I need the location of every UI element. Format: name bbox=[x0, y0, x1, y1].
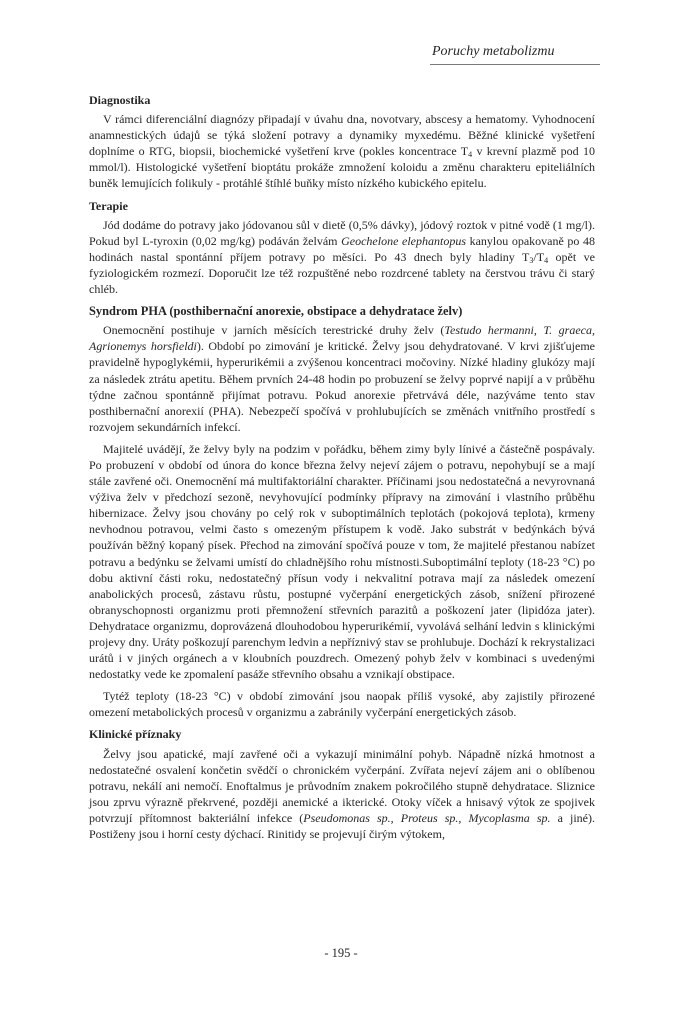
subscript: 4 bbox=[468, 150, 473, 160]
text: /T bbox=[533, 249, 545, 264]
page-body bbox=[89, 90, 595, 848]
species-name: Geochelone elephantopus bbox=[341, 233, 466, 248]
header-rule bbox=[430, 64, 600, 65]
subscript: 3 bbox=[529, 255, 534, 265]
paragraph-klinicke bbox=[89, 746, 595, 843]
paragraph-syndrom-2: Majitelé uvádějí, že želvy byly na podzim v pořádku, během zimy byly línivé a částečně pospávaly. Po probuzení v období od února do konce března želvy nejeví zájem o potravu, nepohybují se a mají stále zavřené oči. Onemocnění má multifaktoriální charakter. Příčinami jsou nedostatečná a nevyrovnaná výživa želv v předchozí sezoně, nevyhovující podmínky přípravy na zimování i vlastního průběhu hibernizace. Želvy jsou chovány po celý rok v suboptimálních teplotách (pokojová teplota), krmeny nevhodnou potravou, velmi často s omezeným přístupem k vodě. Jako substrát v bedýnkách bývá používán běžný kopaný písek. Přechod na zimování spočívá pouze v tom, že majitelé přestanou nabízet potravu a bedýnku se želvami umístí do chladnějšího rohu místnosti.Suboptimální teploty (18-23 °C) po dobu aktivní části roku, nedostatečný přísun vody i nekvalitní potrava mají za následek omezení anabolických procesů, zástavu růstu, postupné vyčerpání energetických zásob, snížení přirozené obranyschopnosti organizmu proti přemnožení střevních parazitů a poškození jater (lipidóza jater). Dehydratace organizmu, doprovázená dlouhodobou hyperurikémií, vyvolává selhání ledvin s klinickými projevy dny. Uráty poškozují parenchym ledvin a nepříznivý stav se prohlubuje. Dochází k rekrystalizaci urátů i v jiných orgánech a v kloubních pouzdrech. Omezený pohyb želv v kombinaci s uvedenými nedostatky vede ke zpomalení pasáže střevního obsahu a vznikají obstipace. bbox=[89, 441, 595, 682]
paragraph-diagnostika bbox=[89, 111, 595, 191]
running-head: Poruchy metabolizmu bbox=[432, 44, 555, 59]
text: v krevní plazmě pod 10 mmol/l). Histologické vyšetření bioptátu prokáže zmnožení koloidu a změnu charakteru epiteliálních buněk lemujících folikuly - protáhlé štíhlé buňky místo nízkého kubického epitelu. bbox=[89, 144, 595, 191]
paragraph-syndrom-3: Tytéž teploty (18-23 °C) v období zimování jsou naopak příliš vysoké, aby zajistily přirozené omezení metabolických procesů v organizmu a zabránily vyčerpání energetických zásob. bbox=[89, 689, 595, 720]
heading-syndrom-pha: Syndrom PHA (posthibernační anorexie, obstipace a dehydratace želv) bbox=[89, 304, 463, 319]
text: opět ve fyziologickém rozmezí. Doporučit lze též rozpuštěné nebo rozdrcené tablety na čerstvou trávu či starý chléb. bbox=[89, 249, 595, 297]
text: a jiné). Postiženy jsou i horní cesty dýchací. Rinitidy se projevují čirým výtokem, bbox=[89, 810, 595, 842]
text: ). Období po zimování je kritické. Želvy jsou dehydratované. V krvi zjišťujeme pravidelně hypoglykémii, hyperurikémii a zvýšenou koncentraci močoviny. Nízké hladiny glukózy mají za následek ztrátu apetitu. Během prvních 24-48 hodin po probuzení se želvy poprvé napijí a v průběhu týdne začnou spontánně přijímat potravu. Pokud anorexie přetrvává déle, nazýváme tento stav posthibernační anorexií (PHA). Nebezpečí spočívá v prohlubujících se změnách vnitřního prostředí s rozvojem sekundárních infekcí. bbox=[89, 339, 595, 434]
text: Želvy jsou apatické, mají zavřené oči a vykazují minimální pohyb. Nápadně nízká hmotnost a nedostatečné osvalení končetin svědčí o chronickém vyčerpání. Zvířata nejeví zájem ani o oblíbenou potravu, nekálí ani nemočí. Enoftalmus je průvodním znakem pokročilého stupně dehydratace. Sliznice jsou zprvu výrazně překrvené, později anemické a ikterické. Otoky víček a hnisavý výtok ze spojivek potvrzují přítomnost bakteriální infekce ( bbox=[89, 746, 595, 825]
heading-diagnostika: Diagnostika bbox=[89, 93, 151, 107]
text: Jód dodáme do potravy jako jódovanou sůl v dietě (0,5% dávky), jódový roztok v pitné vodě (1 mg/l). Pokud byl L-tyroxin (0,02 mg/kg) podáván želvám bbox=[89, 217, 595, 248]
heading-terapie: Terapie bbox=[89, 198, 128, 213]
text: Onemocnění postihuje v jarních měsících terestrické druhy želv ( bbox=[103, 323, 445, 338]
page-number: - 195 - bbox=[324, 946, 358, 960]
heading-klinicke-priznaky: Klinické příznaky bbox=[89, 727, 182, 742]
paragraph-terapie bbox=[89, 217, 595, 297]
pathogen-names: Pseudomonas sp., Proteus sp., Mycoplasma sp. bbox=[303, 810, 551, 825]
text: V rámci diferenciální diagnózy připadají v úvahu dna, novotvary, abscesy a hematomy. Vyhodnocení anamnestických údajů se týká složení potravy a dynamiky myxedému. Běžné klinické vyšetření doplníme o RTG, biopsii, biochemické vyšetření krve (pokles koncentrace T bbox=[89, 112, 595, 159]
paragraph-syndrom-1 bbox=[89, 322, 595, 435]
text: kanylou opakovaně po 48 hodinách nastal spontánní příjem potravy po měsíci. Po 43 dnech byly hladiny T bbox=[89, 233, 596, 264]
subscript: 4 bbox=[544, 255, 549, 265]
species-names: Testudo hermanni, T. graeca, Agrionemys horsfieldi bbox=[89, 323, 595, 354]
